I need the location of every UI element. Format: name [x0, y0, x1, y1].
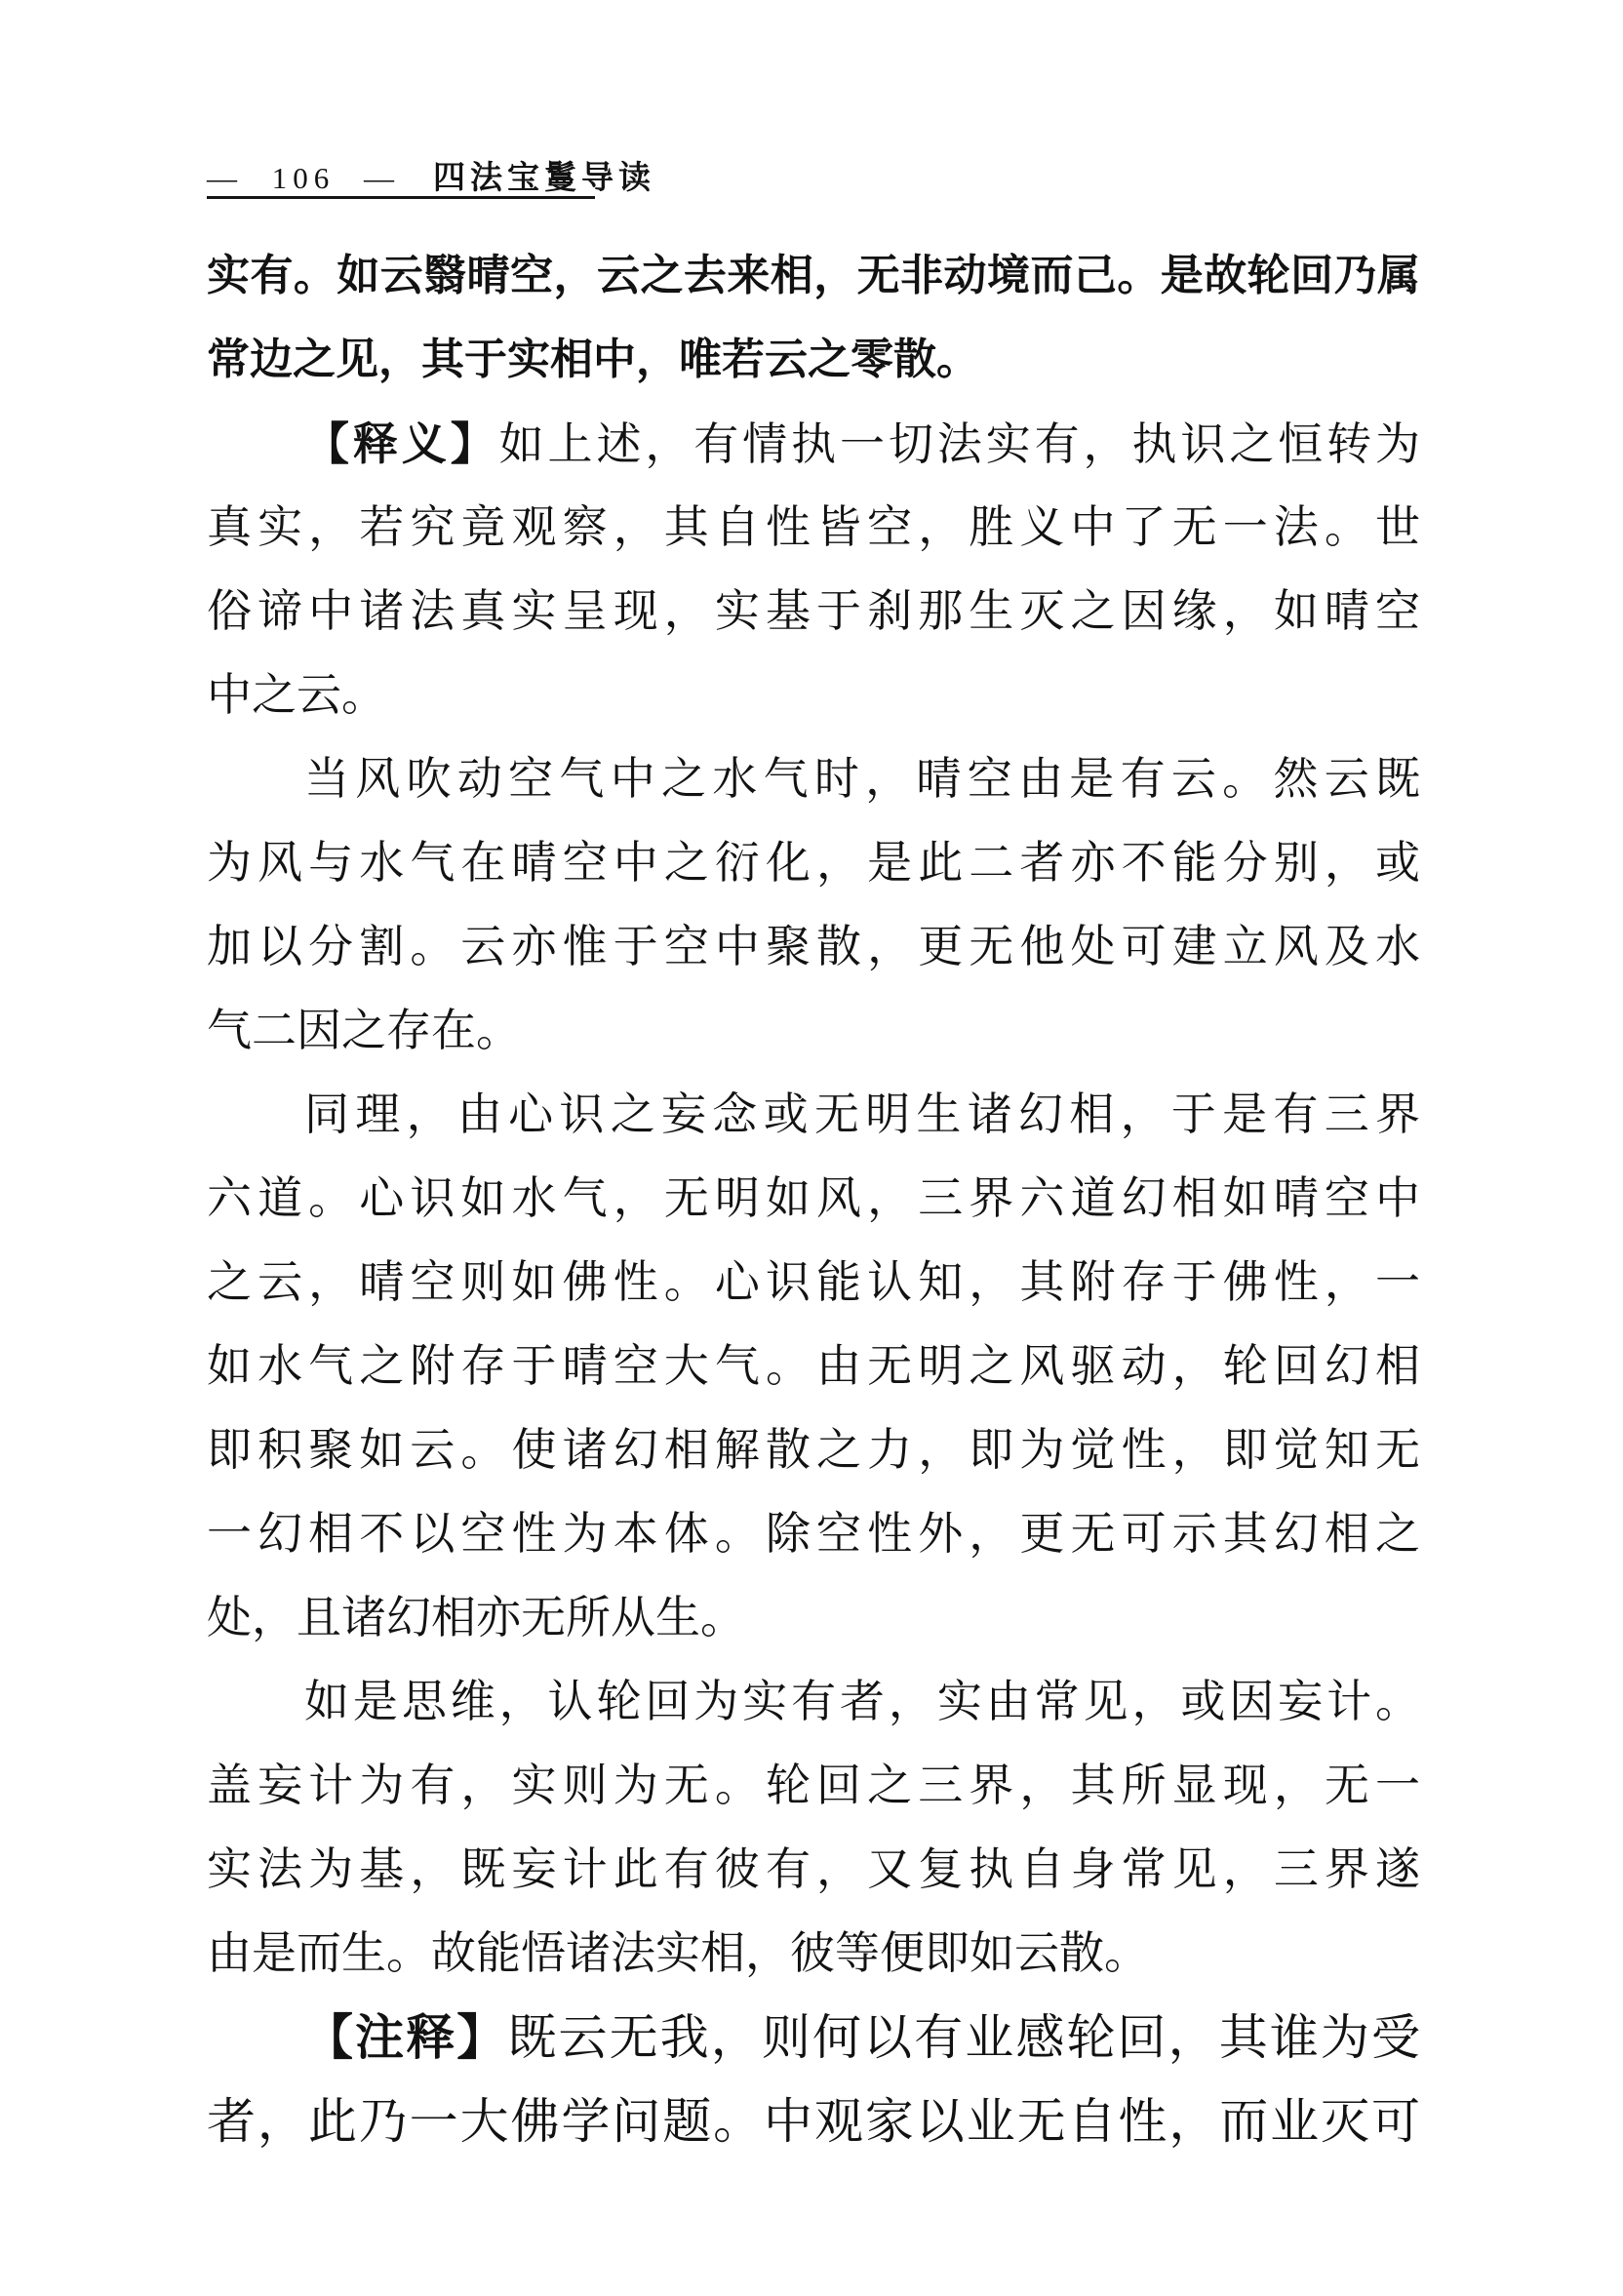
line-text: 同理，由心识之妄念或无明生诸幻相，于是有三界: [304, 1089, 1420, 1139]
header-underline: [207, 196, 595, 199]
text-line: [207, 1912, 1420, 1996]
line-text: 实有。如云翳晴空，云之去来相，无非动境而己。是故轮回乃属: [207, 252, 1420, 299]
text-line: [207, 1408, 1420, 1492]
text-line: [207, 1576, 1420, 1660]
line-text: 盖妄计为有，实则为无。轮回之三界，其所显现，无一: [207, 1761, 1420, 1810]
section-marker: 【注释】: [304, 2010, 508, 2065]
line-text: 当风吹动空气中之水气时，晴空由是有云。然云既: [304, 754, 1420, 804]
text-line: [207, 318, 1420, 402]
text-line: [207, 905, 1420, 989]
line-text: 即积聚如云。使诸幻相解散之力，即为觉性，即觉知无: [207, 1425, 1420, 1475]
text-line: [207, 1073, 1420, 1157]
line-text: 之云，晴空则如佛性。心识能认知，其附存于佛性，一: [207, 1257, 1420, 1307]
text-line: [207, 1660, 1420, 1744]
line-text: 中之云。: [207, 670, 386, 720]
text-line: [207, 234, 1420, 318]
text-line: [207, 1492, 1420, 1576]
line-text: 如上述，有情执一切法实有，执识之恒转为: [498, 419, 1421, 469]
text-line: [207, 737, 1420, 821]
text-line: [207, 989, 1420, 1073]
line-text: 为风与水气在晴空中之衍化，是此二者亦不能分别，或: [207, 838, 1420, 888]
line-text: 一幻相不以空性为本体。除空性外，更无可示其幻相之: [207, 1509, 1420, 1559]
line-text: 实法为基，既妄计此有彼有，又复执自身常见，三界遂: [207, 1844, 1420, 1894]
line-text: 气二因之存在。: [207, 1006, 521, 1055]
page-number: — 106 —: [207, 161, 400, 195]
line-text: 如是思维，认轮回为实有者，实由常见，或因妄计。: [304, 1677, 1420, 1726]
line-text: 常边之见，其于实相中，唯若云之零散。: [207, 336, 979, 383]
line-text: 处，且诸幻相亦无所从生。: [207, 1593, 745, 1643]
text-line: [207, 2079, 1420, 2163]
text-line: [207, 1744, 1420, 1828]
text-line: [207, 486, 1420, 570]
text-line: [207, 1828, 1420, 1912]
text-line: [207, 1157, 1420, 1241]
body-text: [207, 234, 1420, 2163]
text-line: [207, 570, 1420, 653]
page-header: [207, 152, 655, 198]
line-text: 既云无我，则何以有业感轮回，其谁为受: [507, 2010, 1421, 2065]
text-line: [207, 653, 1420, 737]
line-text: 如水气之附存于晴空大气。由无明之风驱动，轮回幻相: [207, 1341, 1420, 1391]
running-title: 四法宝鬘导读: [433, 161, 655, 196]
line-text: 真实，若究竟观察，其自性皆空，胜义中了无一法。世: [207, 502, 1420, 552]
text-line: [207, 821, 1420, 905]
line-text: 加以分割。云亦惟于空中聚散，更无他处可建立风及水: [207, 922, 1420, 971]
text-line: [207, 402, 1420, 486]
text-line: [207, 1325, 1420, 1408]
text-line: [207, 1241, 1420, 1325]
section-marker: 【释义】: [304, 418, 499, 469]
text-line: [207, 1996, 1420, 2079]
line-text: 六道。心识如水气，无明如风，三界六道幻相如晴空中: [207, 1173, 1420, 1223]
line-text: 者，此乃一大佛学问题。中观家以业无自性，而业灭可: [207, 2094, 1420, 2149]
line-text: 俗谛中诸法真实呈现，实基于刹那生灭之因缘，如晴空: [207, 586, 1420, 636]
line-text: 由是而生。故能悟诸法实相，彼等便即如云散。: [207, 1928, 1149, 1978]
